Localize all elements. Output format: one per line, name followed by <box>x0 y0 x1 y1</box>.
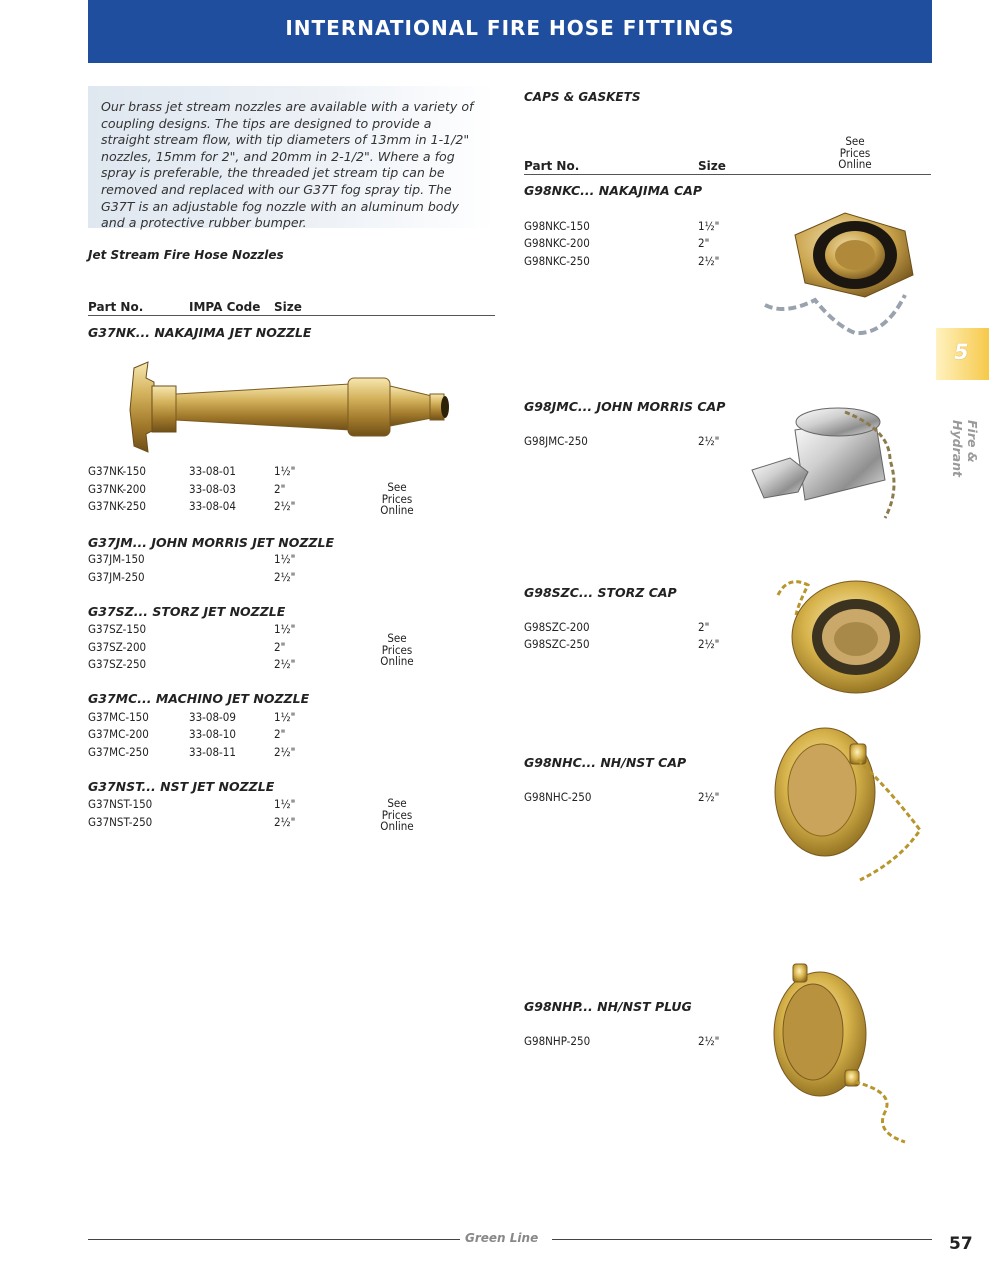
group-title: G37JM... JOHN MORRIS JET NOZZLE <box>88 535 335 550</box>
table-cell-size: 2½" <box>274 570 296 584</box>
see-prices-line: Online <box>380 503 414 517</box>
table-cell-size: 1½" <box>274 552 296 566</box>
right-header-rule <box>524 174 931 175</box>
table-cell-size: 1½" <box>274 464 296 478</box>
table-cell-part: G98JMC-250 <box>524 434 588 448</box>
intro-box <box>88 86 494 231</box>
page-number: 57 <box>949 1234 973 1254</box>
table-cell-part: G98SZC-200 <box>524 620 590 634</box>
table-cell-part: G98NHC-250 <box>524 790 592 804</box>
table-cell-size: 2" <box>698 236 710 250</box>
group-title: G98NHP... NH/NST PLUG <box>524 999 692 1014</box>
group-title: G37MC... MACHINO JET NOZZLE <box>88 691 310 706</box>
caps-section-title: CAPS & GASKETS <box>524 90 641 104</box>
page-title: INTERNATIONAL FIRE HOSE FITTINGS <box>285 16 735 40</box>
table-cell-impa: 33-08-09 <box>189 710 236 724</box>
table-cell-size: 2½" <box>698 1034 720 1048</box>
see-prices-online-link[interactable] <box>372 633 422 668</box>
see-prices-line: See <box>845 134 865 148</box>
see-prices-line: Online <box>838 157 872 171</box>
chapter-label-text: Fire & Hydrant <box>950 420 980 478</box>
table-cell-size: 2½" <box>698 790 720 804</box>
table-cell-impa: 33-08-04 <box>189 499 236 513</box>
see-prices-line: Online <box>380 654 414 668</box>
table-cell-part: G37SZ-250 <box>88 657 147 671</box>
chapter-tab <box>936 328 989 380</box>
table-cell-part: G98NKC-200 <box>524 236 590 250</box>
table-cell-size: 1½" <box>274 797 296 811</box>
group-title: G37NK... NAKAJIMA JET NOZZLE <box>88 325 312 340</box>
table-cell-size: 2½" <box>698 637 720 651</box>
left-header-rule <box>88 315 495 316</box>
table-cell-size: 2" <box>274 482 286 496</box>
nh-nst-plug-image <box>765 962 925 1152</box>
table-cell-part: G37NST-150 <box>88 797 153 811</box>
table-cell-size: 1½" <box>274 710 296 724</box>
table-cell-size: 2½" <box>698 254 720 268</box>
nozzles-section-title: Jet Stream Fire Hose Nozzles <box>88 248 284 262</box>
see-prices-online-link[interactable] <box>372 798 422 833</box>
table-cell-size: 2½" <box>274 745 296 759</box>
table-cell-part: G37MC-150 <box>88 710 149 724</box>
table-cell-part: G98NHP-250 <box>524 1034 591 1048</box>
group-title: G98NKC... NAKAJIMA CAP <box>524 183 703 198</box>
chapter-label <box>950 420 980 520</box>
table-cell-part: G98NKC-150 <box>524 219 590 233</box>
intro-text: Our brass jet stream nozzles are available with a variety of coupling designs. The tips are designed to provide a straight stream flow, with tip diameters of 13mm in 1-1/2" nozzles, 15mm for 2", and 20mm in 2-1/2". Where a fog spray is preferable, the threaded jet stream tip can be removed and replaced with our G37T fog spray tip. The G37T is an adjustable fog nozzle with an aluminum body and a protective rubber bumper. <box>101 99 474 231</box>
table-cell-size: 2" <box>274 727 286 741</box>
table-cell-impa: 33-08-01 <box>189 464 236 478</box>
left-col-impa-header: IMPA Code <box>189 300 261 314</box>
table-cell-impa: 33-08-11 <box>189 745 236 759</box>
table-cell-size: 2½" <box>274 815 296 829</box>
group-title: G98JMC... JOHN MORRIS CAP <box>524 399 726 414</box>
group-title: G98SZC... STORZ CAP <box>524 585 677 600</box>
page-banner <box>88 0 932 63</box>
see-prices-online-link[interactable] <box>372 482 422 517</box>
footer-rule-left <box>88 1239 460 1240</box>
nakajima-cap-image <box>755 205 925 350</box>
see-prices-line: See <box>387 631 407 645</box>
storz-cap-image <box>768 575 928 700</box>
table-cell-part: G37NK-200 <box>88 482 146 496</box>
see-prices-line: See <box>387 796 407 810</box>
see-prices-line: Prices <box>381 807 413 822</box>
table-cell-part: G37NK-150 <box>88 464 146 478</box>
see-prices-line: Prices <box>381 491 413 506</box>
table-cell-part: G37JM-250 <box>88 570 145 584</box>
group-title: G37NST... NST JET NOZZLE <box>88 779 275 794</box>
footer-rule-right <box>552 1239 932 1240</box>
table-cell-part: G37SZ-150 <box>88 622 147 636</box>
table-cell-part: G37MC-200 <box>88 727 149 741</box>
table-cell-part: G37JM-150 <box>88 552 145 566</box>
table-cell-impa: 33-08-03 <box>189 482 236 496</box>
see-prices-line: See <box>387 480 407 494</box>
left-col-part-header: Part No. <box>88 300 144 314</box>
table-cell-part: G37MC-250 <box>88 745 149 759</box>
table-cell-size: 2½" <box>274 499 296 513</box>
footer-logo: Green Line <box>465 1231 539 1245</box>
table-cell-size: 2½" <box>274 657 296 671</box>
left-col-size-header: Size <box>274 300 302 314</box>
see-prices-line: Prices <box>839 145 871 160</box>
table-cell-size: 2" <box>274 640 286 654</box>
chapter-number: 5 <box>954 340 969 364</box>
see-prices-line: Prices <box>381 642 413 657</box>
table-cell-size: 2" <box>698 620 710 634</box>
table-cell-part: G37SZ-200 <box>88 640 147 654</box>
right-col-size-header: Size <box>698 159 726 173</box>
right-col-part-header: Part No. <box>524 159 580 173</box>
see-prices-line: Online <box>380 819 414 833</box>
table-cell-size: 2½" <box>698 434 720 448</box>
table-cell-part: G37NST-250 <box>88 815 153 829</box>
group-title: G37SZ... STORZ JET NOZZLE <box>88 604 286 619</box>
table-cell-part: G37NK-250 <box>88 499 146 513</box>
table-cell-part: G98NKC-250 <box>524 254 590 268</box>
table-cell-size: 1½" <box>274 622 296 636</box>
see-prices-online-link[interactable] <box>830 136 880 171</box>
table-cell-size: 1½" <box>698 219 720 233</box>
nakajima-jet-nozzle-image <box>120 360 470 460</box>
table-cell-impa: 33-08-10 <box>189 727 236 741</box>
john-morris-cap-image <box>750 400 925 530</box>
table-cell-part: G98SZC-250 <box>524 637 590 651</box>
nh-nst-cap-image <box>770 720 935 900</box>
group-title: G98NHC... NH/NST CAP <box>524 755 687 770</box>
